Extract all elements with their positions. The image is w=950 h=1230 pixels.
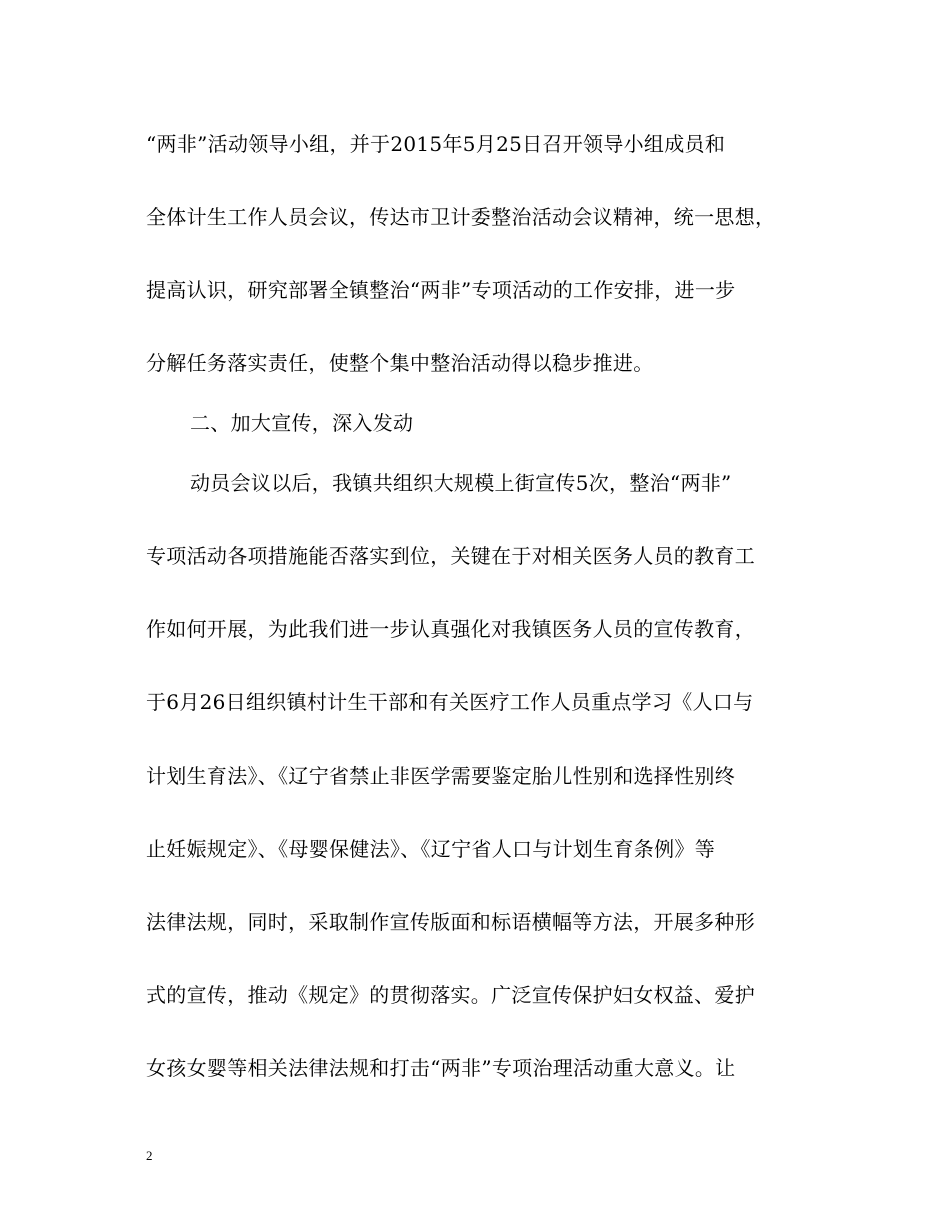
body-text-line: 分解任务落实责任，使整个集中整治活动得以稳步推进。	[146, 351, 654, 375]
body-text-line: 式的宣传，推动《规定》的贯彻落实。广泛宣传保护妇女权益、爱护	[146, 983, 755, 1007]
body-text-line: “两非”活动领导小组，并于2015年5月25日召开领导小组成员和	[146, 132, 726, 156]
body-text-line: 计划生育法》、《辽宁省禁止非医学需要鉴定胎儿性别和选择性别终	[146, 764, 735, 788]
body-text-line: 动员会议以后，我镇共组织大规模上街宣传5次，整治“两非”	[190, 471, 732, 495]
body-text-line: 于6月26日组织镇村计生干部和有关医疗工作人员重点学习《人口与	[146, 690, 754, 714]
body-text-line: 提高认识，研究部署全镇整治“两非”专项活动的工作安排，进一步	[146, 278, 736, 302]
body-text-line: 法律法规，同时，采取制作宣传版面和标语横幅等方法，开展多种形	[146, 910, 755, 934]
section-heading: 二、加大宣传，深入发动	[190, 411, 414, 435]
body-text-line: 作如何开展，为此我们进一步认真强化对我镇医务人员的宣传教育，	[146, 617, 755, 641]
body-text-line: 止妊娠规定》、《母婴保健法》、《辽宁省人口与计划生育条例》等	[146, 837, 715, 861]
page-number: 2	[146, 1148, 153, 1163]
body-text-line: 专项活动各项措施能否落实到位，关键在于对相关医务人员的教育工	[146, 544, 755, 568]
body-text-line: 女孩女婴等相关法律法规和打击“两非”专项治理活动重大意义。让	[146, 1056, 736, 1080]
body-text-line: 全体计生工作人员会议，传达市卫计委整治活动会议精神，统一思想，	[146, 205, 776, 229]
